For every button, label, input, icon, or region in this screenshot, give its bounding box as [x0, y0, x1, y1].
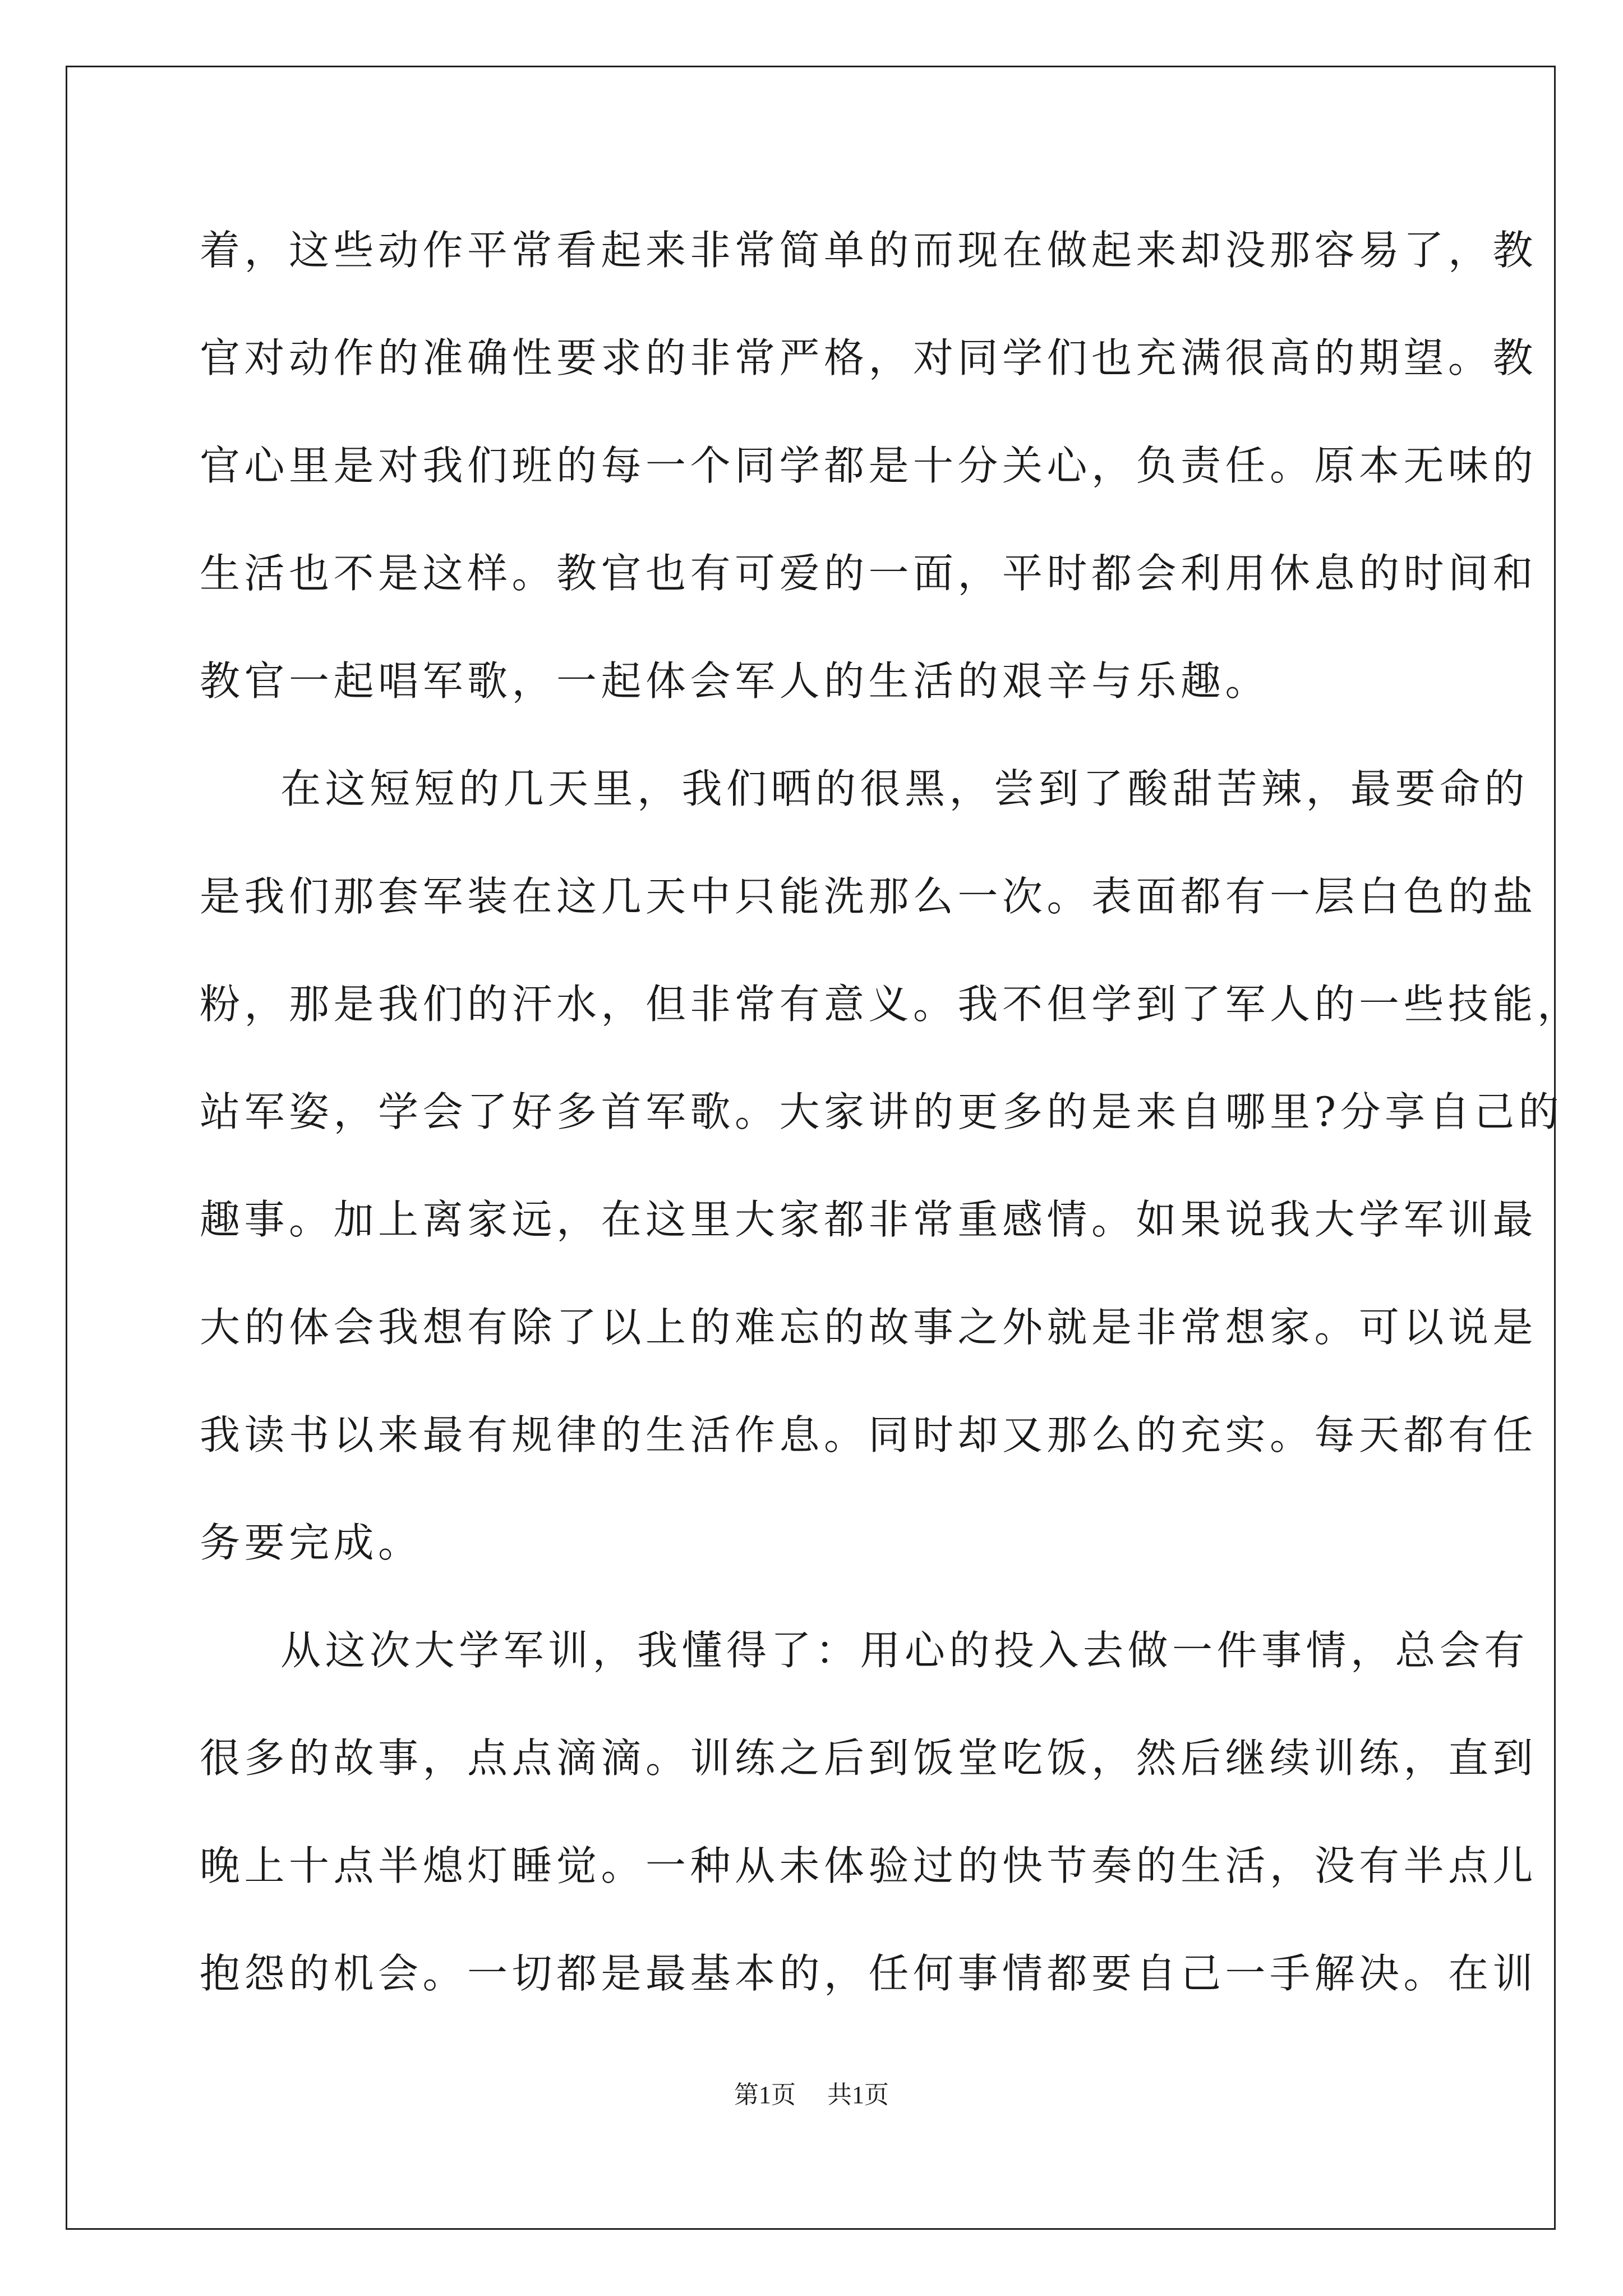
text-line: 很多的故事，点点滴滴。训练之后到饭堂吃饭，然后继续训练，直到: [200, 1734, 1538, 1782]
page-footer: [0, 2078, 1623, 2112]
page-total: 共1页: [827, 2081, 889, 2109]
text-line: 教官一起唱军歌，一起体会军人的生活的艰辛与乐趣。: [200, 657, 1270, 705]
text-line: 生活也不是这样。教官也有可爱的一面，平时都会利用休息的时间和: [200, 550, 1538, 597]
text-line: 是我们那套军装在这几天中只能洗那么一次。表面都有一层白色的盐: [200, 873, 1538, 920]
text-line: 晚上十点半熄灯睡觉。一种从未体验过的快节奏的生活，没有半点儿: [200, 1842, 1538, 1889]
paragraph-first-line: 在这短短的几天里，我们晒的很黑，尝到了酸甜苦辣，最要命的: [280, 765, 1529, 812]
text-line: 大的体会我想有除了以上的难忘的故事之外就是非常想家。可以说是: [200, 1304, 1538, 1351]
text-line: 抱怨的机会。一切都是最基本的，任何事情都要自己一手解决。在训: [200, 1950, 1538, 1997]
text-line: 官对动作的准确性要求的非常严格，对同学们也充满很高的期望。教: [200, 334, 1538, 381]
text-line: 着，这些动作平常看起来非常简单的而现在做起来却没那容易了，教: [200, 227, 1538, 274]
text-line: 务要完成。: [200, 1519, 423, 1566]
text-line: 站军姿，学会了好多首军歌。大家讲的更多的是来自哪里?分享自己的: [200, 1088, 1564, 1135]
text-line: 官心里是对我们班的每一个同学都是十分关心，负责任。原本无味的: [200, 442, 1538, 489]
text-line: 我读书以来最有规律的生活作息。同时却又那么的充实。每天都有任: [200, 1411, 1538, 1458]
page-number: 第1页: [734, 2081, 796, 2109]
text-line: 趣事。加上离家远，在这里大家都非常重感情。如果说我大学军训最: [200, 1196, 1538, 1243]
text-line: 粉，那是我们的汗水，但非常有意义。我不但学到了军人的一些技能，: [200, 981, 1582, 1028]
paragraph-first-line: 从这次大学军训，我懂得了：用心的投入去做一件事情，总会有: [280, 1627, 1529, 1674]
